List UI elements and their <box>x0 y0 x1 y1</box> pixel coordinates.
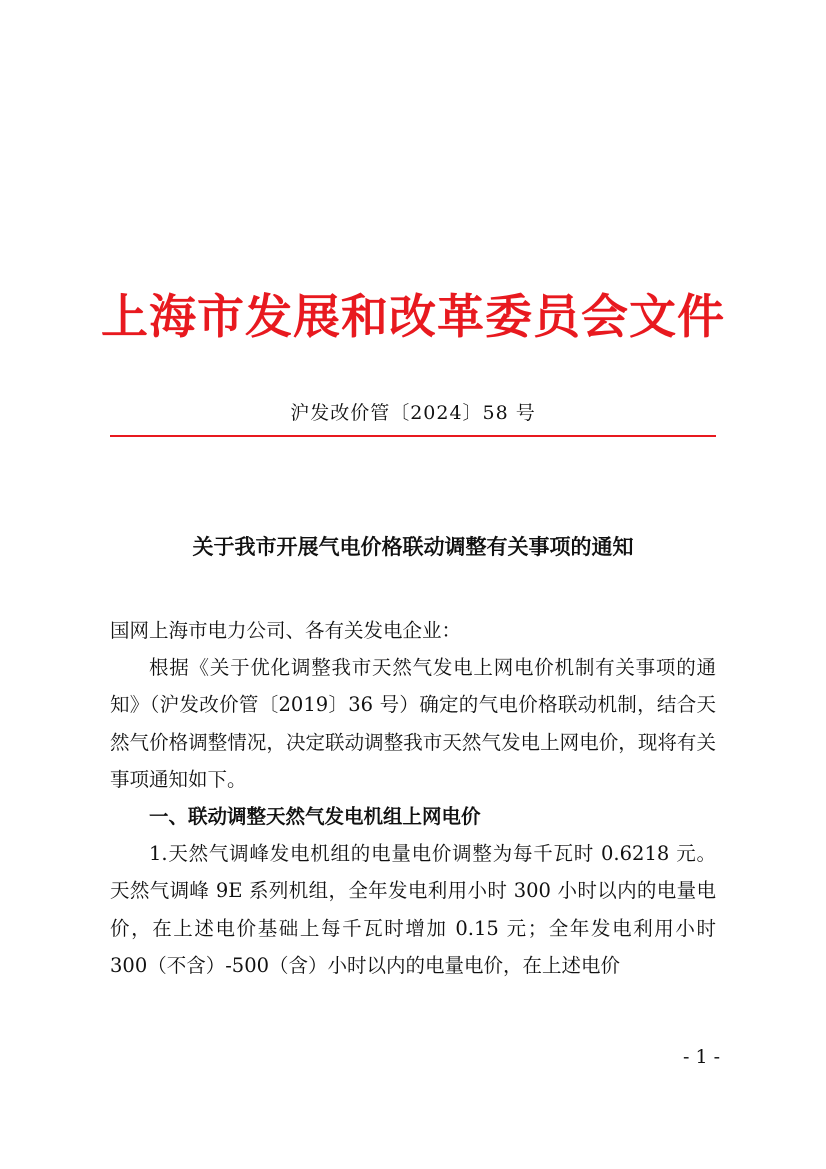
page-number: - 1 - <box>682 1046 720 1068</box>
body-paragraph: 1.天然气调峰发电机组的电量电价调整为每千瓦时 0.6218 元。天然气调峰 9E 系列机组，全年发电利用小时 300 小时以内的电量电价，在上述电价基础上每千瓦时增加 0.15 元；全年发电利用小时 300（不含）-500（含）小时以内的电量电价，在上述电价 <box>110 842 716 977</box>
section-heading: 一、联动调整天然气发电机组上网电价 <box>149 805 481 829</box>
document-number: 沪发改价管〔2024〕58 号 <box>290 402 536 424</box>
document-body <box>110 612 716 984</box>
notice-title: 关于我市开展气电价格联动调整有关事项的通知 <box>192 534 634 559</box>
body-paragraph: 根据《关于优化调整我市天然气发电上网电价机制有关事项的通知》（沪发改价管〔2019〕36 号）确定的气电价格联动机制，结合天然气价格调整情况，决定联动调整我市天然气发电上网电价，现将有关事项通知如下。 <box>110 656 716 791</box>
salutation: 国网上海市电力公司、各有关发电企业： <box>110 619 462 642</box>
issuer-header-title: 上海市发展和改革委员会文件 <box>101 290 725 345</box>
red-divider-line <box>110 435 716 437</box>
